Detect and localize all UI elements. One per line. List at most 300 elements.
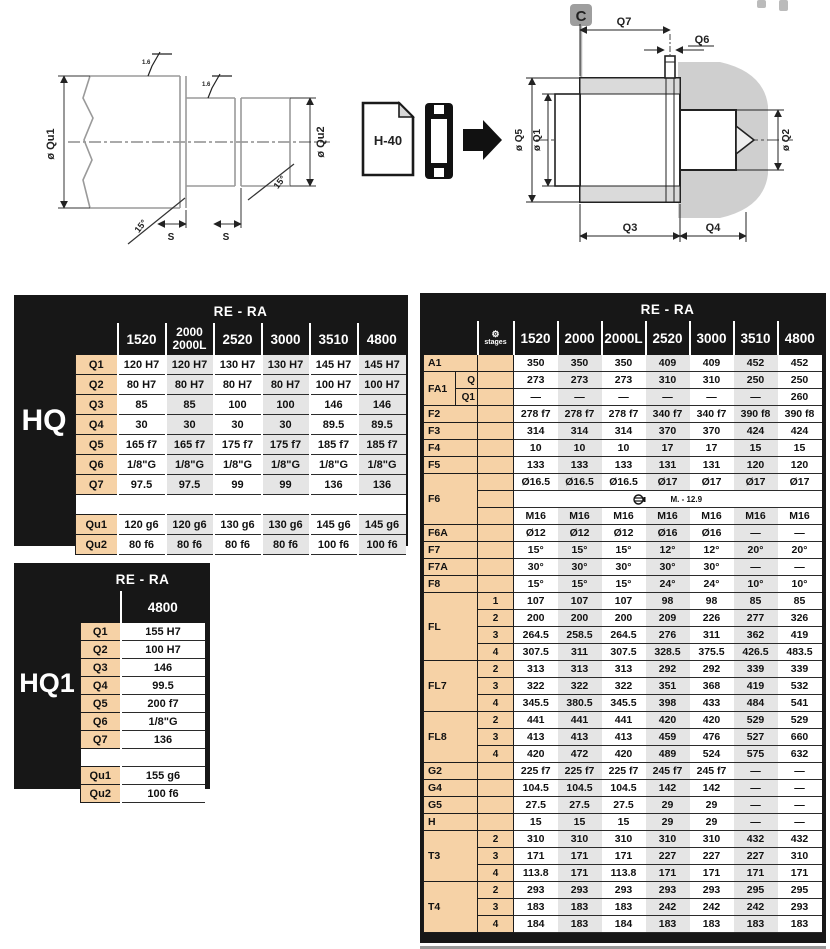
value-cell: Ø12 bbox=[558, 525, 602, 542]
value-cell: 340 f7 bbox=[646, 406, 690, 423]
value-cell: 145 H7 bbox=[358, 355, 406, 375]
value-cell: 80 f6 bbox=[214, 535, 262, 555]
value-cell: — bbox=[690, 389, 734, 406]
stage-cell bbox=[478, 406, 514, 423]
value-cell: 293 bbox=[558, 882, 602, 899]
value-cell: 80 f6 bbox=[262, 535, 310, 555]
value-cell: 20° bbox=[778, 542, 822, 559]
value-cell: 313 bbox=[602, 661, 646, 678]
row-label: Qu1 bbox=[76, 515, 118, 535]
value-cell: — bbox=[734, 389, 778, 406]
value-cell: 350 bbox=[514, 355, 558, 372]
value-cell: 278 f7 bbox=[558, 406, 602, 423]
table-row bbox=[424, 508, 822, 525]
row-label: Q4 bbox=[81, 677, 121, 695]
value-cell: 133 bbox=[602, 457, 646, 474]
value-cell: 131 bbox=[690, 457, 734, 474]
value-cell: 183 bbox=[734, 916, 778, 933]
table-row bbox=[424, 457, 822, 474]
clamp-screw bbox=[665, 34, 675, 78]
row-group-label: G4 bbox=[424, 780, 478, 797]
value-cell: M16 bbox=[690, 508, 734, 525]
table-row bbox=[81, 695, 205, 713]
value-cell: 97.5 bbox=[166, 475, 214, 495]
stages-column-header bbox=[478, 322, 514, 355]
label-dia-qu1: ø Qu1 bbox=[45, 128, 57, 160]
value-cell: 100 H7 bbox=[121, 641, 205, 659]
value-cell: 80 f6 bbox=[166, 535, 214, 555]
value-cell: 441 bbox=[558, 712, 602, 729]
value-cell: 575 bbox=[734, 746, 778, 763]
row-group-label: F3 bbox=[424, 423, 478, 440]
row-sub-label: Q1 bbox=[456, 389, 478, 406]
value-cell: 370 bbox=[690, 423, 734, 440]
value-cell: 136 bbox=[358, 475, 406, 495]
table-row bbox=[76, 355, 406, 375]
value-cell: 310 bbox=[602, 831, 646, 848]
value-cell: 145 g6 bbox=[310, 515, 358, 535]
value-cell: 30° bbox=[558, 559, 602, 576]
value-cell: 183 bbox=[690, 916, 734, 933]
value-cell: 200 bbox=[558, 610, 602, 627]
value-cell: 310 bbox=[646, 831, 690, 848]
stage-cell bbox=[478, 389, 514, 406]
value-cell: 483.5 bbox=[778, 644, 822, 661]
label-dia-q2: ø Q2 bbox=[781, 128, 792, 152]
value-cell: 27.5 bbox=[558, 797, 602, 814]
column-header: 2520 bbox=[214, 324, 262, 355]
screw-class-cell bbox=[514, 491, 822, 508]
row-group-label: FA1 bbox=[424, 372, 456, 406]
value-cell: M16 bbox=[646, 508, 690, 525]
value-cell: 10 bbox=[602, 440, 646, 457]
document-label: H-40 bbox=[373, 133, 403, 148]
header-spacer bbox=[76, 324, 118, 355]
dimension-q6 bbox=[644, 46, 714, 50]
stage-cell bbox=[478, 525, 514, 542]
row-group-label: F7A bbox=[424, 559, 478, 576]
value-cell: 15 bbox=[734, 440, 778, 457]
value-cell: 1/8"G bbox=[262, 455, 310, 475]
value-cell: Ø16.5 bbox=[558, 474, 602, 491]
value-cell: 1/8"G bbox=[214, 455, 262, 475]
header-spacer bbox=[424, 322, 478, 355]
screw-class-note: M. - 12.9 bbox=[670, 494, 703, 504]
value-cell: — bbox=[734, 780, 778, 797]
value-cell: 293 bbox=[514, 882, 558, 899]
table-header-title: RE - RA bbox=[81, 567, 205, 592]
table-row bbox=[424, 780, 822, 797]
dimension-s2 bbox=[214, 188, 241, 228]
value-cell: 113.8 bbox=[602, 865, 646, 882]
hq1-table-box bbox=[14, 563, 210, 800]
value-cell: 413 bbox=[514, 729, 558, 746]
value-cell: 183 bbox=[558, 916, 602, 933]
value-cell: 100 f6 bbox=[310, 535, 358, 555]
value-cell: 12° bbox=[690, 542, 734, 559]
table-row bbox=[81, 713, 205, 731]
value-cell: 432 bbox=[778, 831, 822, 848]
value-cell: 15 bbox=[778, 440, 822, 457]
value-cell: 12° bbox=[646, 542, 690, 559]
value-cell: M16 bbox=[734, 508, 778, 525]
row-label: Q1 bbox=[81, 623, 121, 641]
value-cell: 10° bbox=[778, 576, 822, 593]
value-cell: Ø16 bbox=[690, 525, 734, 542]
stage-cell bbox=[478, 814, 514, 831]
value-cell: 322 bbox=[602, 678, 646, 695]
row-group-label: G5 bbox=[424, 797, 478, 814]
value-cell: 273 bbox=[514, 372, 558, 389]
value-cell: 459 bbox=[646, 729, 690, 746]
row-label: Q7 bbox=[76, 475, 118, 495]
value-cell: 258.5 bbox=[558, 627, 602, 644]
stage-cell: 3 bbox=[478, 729, 514, 746]
value-cell: 420 bbox=[690, 712, 734, 729]
value-cell: 133 bbox=[558, 457, 602, 474]
value-cell: 529 bbox=[778, 712, 822, 729]
value-cell: 183 bbox=[602, 899, 646, 916]
value-cell: Ø16 bbox=[646, 525, 690, 542]
value-cell: 104.5 bbox=[602, 780, 646, 797]
table-row bbox=[81, 659, 205, 677]
value-cell: — bbox=[514, 389, 558, 406]
table-row bbox=[424, 848, 822, 865]
re-ra-table bbox=[423, 296, 822, 933]
value-cell: 24° bbox=[690, 576, 734, 593]
output-shaft-drawing bbox=[30, 48, 350, 250]
value-cell: 107 bbox=[602, 593, 646, 610]
column-header: 2000 2000L bbox=[166, 324, 214, 355]
row-group-label: F2 bbox=[424, 406, 478, 423]
value-cell: 524 bbox=[690, 746, 734, 763]
value-cell: 345.5 bbox=[602, 695, 646, 712]
value-cell: 200 bbox=[514, 610, 558, 627]
value-cell: 345.5 bbox=[514, 695, 558, 712]
value-cell: 30° bbox=[514, 559, 558, 576]
value-cell: 227 bbox=[690, 848, 734, 865]
value-cell: 155 H7 bbox=[121, 623, 205, 641]
value-cell: 80 H7 bbox=[166, 375, 214, 395]
value-cell: 1/8"G bbox=[166, 455, 214, 475]
table-row bbox=[424, 440, 822, 457]
hq1-table bbox=[80, 566, 205, 803]
value-cell: 227 bbox=[734, 848, 778, 865]
value-cell: 313 bbox=[558, 661, 602, 678]
value-cell: 29 bbox=[690, 814, 734, 831]
table-row bbox=[81, 623, 205, 641]
value-cell: 183 bbox=[558, 899, 602, 916]
value-cell: — bbox=[734, 814, 778, 831]
table-row bbox=[424, 355, 822, 372]
table-row bbox=[424, 406, 822, 423]
separator-row bbox=[76, 495, 406, 515]
value-cell: 293 bbox=[602, 882, 646, 899]
value-cell: 529 bbox=[734, 712, 778, 729]
value-cell: 245 f7 bbox=[646, 763, 690, 780]
row-group-label: FL bbox=[424, 593, 478, 661]
table-row bbox=[424, 916, 822, 933]
value-cell: 100 f6 bbox=[121, 785, 205, 803]
value-cell: 100 bbox=[262, 395, 310, 415]
value-cell: 441 bbox=[514, 712, 558, 729]
value-cell: 80 H7 bbox=[118, 375, 166, 395]
label-q3: Q3 bbox=[622, 222, 638, 234]
label-q4: Q4 bbox=[705, 222, 721, 234]
value-cell: 419 bbox=[734, 678, 778, 695]
table-row bbox=[76, 495, 406, 515]
value-cell: 185 f7 bbox=[310, 435, 358, 455]
re-ra-table-box bbox=[420, 293, 826, 943]
value-cell: 184 bbox=[602, 916, 646, 933]
row-group-label: F7 bbox=[424, 542, 478, 559]
value-cell: 155 g6 bbox=[121, 767, 205, 785]
row-group-label: F8 bbox=[424, 576, 478, 593]
value-cell: 413 bbox=[602, 729, 646, 746]
value-cell: 130 H7 bbox=[262, 355, 310, 375]
value-cell: 98 bbox=[646, 593, 690, 610]
value-cell: 273 bbox=[558, 372, 602, 389]
value-cell: 1/8"G bbox=[118, 455, 166, 475]
row-label: Qu2 bbox=[81, 785, 121, 803]
value-cell: 293 bbox=[646, 882, 690, 899]
value-cell: 171 bbox=[602, 848, 646, 865]
value-cell: 175 f7 bbox=[214, 435, 262, 455]
value-cell: 310 bbox=[690, 831, 734, 848]
stages-gear-icon: ⚙ bbox=[491, 328, 500, 339]
value-cell: 29 bbox=[646, 797, 690, 814]
stage-cell bbox=[478, 508, 514, 525]
column-header: 3000 bbox=[262, 324, 310, 355]
value-cell: 27.5 bbox=[602, 797, 646, 814]
stage-cell bbox=[478, 372, 514, 389]
label-q7: Q7 bbox=[616, 16, 632, 28]
value-cell: 27.5 bbox=[514, 797, 558, 814]
hq-table-box bbox=[14, 295, 408, 551]
value-cell: 30° bbox=[646, 559, 690, 576]
value-cell: 260 bbox=[778, 389, 822, 406]
value-cell: 142 bbox=[690, 780, 734, 797]
value-cell: 322 bbox=[514, 678, 558, 695]
table-row bbox=[424, 712, 822, 729]
value-cell: 532 bbox=[778, 678, 822, 695]
value-cell: 368 bbox=[690, 678, 734, 695]
value-cell: — bbox=[778, 525, 822, 542]
value-cell: 104.5 bbox=[514, 780, 558, 797]
row-group-label: F5 bbox=[424, 457, 478, 474]
column-header: 3000 bbox=[690, 322, 734, 355]
table-row bbox=[424, 814, 822, 831]
row-group-label: T4 bbox=[424, 882, 478, 933]
hub-drawing bbox=[478, 0, 828, 258]
value-cell: 136 bbox=[121, 731, 205, 749]
value-cell: 326 bbox=[778, 610, 822, 627]
label-q6: Q6 bbox=[694, 34, 710, 46]
value-cell: 24° bbox=[646, 576, 690, 593]
column-header: 4800 bbox=[121, 592, 205, 623]
table-row bbox=[424, 610, 822, 627]
value-cell: 29 bbox=[690, 797, 734, 814]
row-label: Q5 bbox=[76, 435, 118, 455]
table-header-title: RE - RA bbox=[514, 297, 822, 322]
stage-cell bbox=[478, 474, 514, 491]
column-header: 3510 bbox=[734, 322, 778, 355]
value-cell: 145 H7 bbox=[310, 355, 358, 375]
value-cell: 225 f7 bbox=[602, 763, 646, 780]
table-row bbox=[76, 435, 406, 455]
value-cell: 145 g6 bbox=[358, 515, 406, 535]
value-cell: 293 bbox=[690, 882, 734, 899]
value-cell: 184 bbox=[514, 916, 558, 933]
chamfer-leader-1 bbox=[128, 198, 185, 244]
value-cell: 375.5 bbox=[690, 644, 734, 661]
row-label: Q6 bbox=[76, 455, 118, 475]
value-cell: 183 bbox=[646, 916, 690, 933]
value-cell: — bbox=[734, 763, 778, 780]
label-dia-q5: ø Q5 bbox=[514, 128, 525, 152]
stage-cell: 3 bbox=[478, 848, 514, 865]
value-cell: 200 bbox=[602, 610, 646, 627]
value-cell: 30 bbox=[118, 415, 166, 435]
table-row bbox=[424, 899, 822, 916]
value-cell: 409 bbox=[646, 355, 690, 372]
value-cell: 311 bbox=[690, 627, 734, 644]
value-cell: 278 f7 bbox=[602, 406, 646, 423]
value-cell: 350 bbox=[602, 355, 646, 372]
value-cell: — bbox=[778, 559, 822, 576]
value-cell: 310 bbox=[558, 831, 602, 848]
value-cell: 350 bbox=[558, 355, 602, 372]
value-cell: 295 bbox=[734, 882, 778, 899]
value-cell: 85 bbox=[166, 395, 214, 415]
value-cell: 200 f7 bbox=[121, 695, 205, 713]
value-cell: 171 bbox=[558, 848, 602, 865]
value-cell: 165 f7 bbox=[118, 435, 166, 455]
surface-finish-icon bbox=[148, 52, 172, 76]
screw-icon bbox=[633, 494, 646, 505]
row-label: Q4 bbox=[76, 415, 118, 435]
row-label: Q5 bbox=[81, 695, 121, 713]
row-label: Q2 bbox=[81, 641, 121, 659]
table-row bbox=[424, 831, 822, 848]
stage-cell: 4 bbox=[478, 695, 514, 712]
table-row bbox=[81, 677, 205, 695]
stage-cell: 4 bbox=[478, 746, 514, 763]
value-cell: 146 bbox=[121, 659, 205, 677]
value-cell: 171 bbox=[558, 865, 602, 882]
value-cell: — bbox=[734, 797, 778, 814]
value-cell: M16 bbox=[778, 508, 822, 525]
value-cell: 100 f6 bbox=[358, 535, 406, 555]
value-cell: 1/8"G bbox=[121, 713, 205, 731]
value-cell: 273 bbox=[602, 372, 646, 389]
value-cell: 420 bbox=[646, 712, 690, 729]
value-cell: 314 bbox=[602, 423, 646, 440]
row-label: Qu1 bbox=[81, 767, 121, 785]
value-cell: 419 bbox=[778, 627, 822, 644]
value-cell: 311 bbox=[558, 644, 602, 661]
stage-cell: 2 bbox=[478, 882, 514, 899]
coupling-icon bbox=[425, 103, 453, 179]
value-cell: 351 bbox=[646, 678, 690, 695]
value-cell: 292 bbox=[646, 661, 690, 678]
row-label: Q3 bbox=[76, 395, 118, 415]
value-cell: 527 bbox=[734, 729, 778, 746]
value-cell: 120 H7 bbox=[118, 355, 166, 375]
table-row bbox=[424, 576, 822, 593]
table-row bbox=[424, 882, 822, 899]
value-cell: 185 f7 bbox=[358, 435, 406, 455]
table-row bbox=[81, 731, 205, 749]
stage-cell bbox=[478, 780, 514, 797]
value-cell: 409 bbox=[690, 355, 734, 372]
value-cell: — bbox=[602, 389, 646, 406]
stage-cell bbox=[478, 797, 514, 814]
value-cell: 120 bbox=[778, 457, 822, 474]
row-group-label: A1 bbox=[424, 355, 478, 372]
column-header: 2000 bbox=[558, 322, 602, 355]
value-cell: 242 bbox=[734, 899, 778, 916]
row-label: Q6 bbox=[81, 713, 121, 731]
value-cell: 15 bbox=[558, 814, 602, 831]
value-cell: 390 f8 bbox=[778, 406, 822, 423]
table-row bbox=[424, 746, 822, 763]
column-header: 2000L bbox=[602, 322, 646, 355]
value-cell: 171 bbox=[734, 865, 778, 882]
value-cell: 242 bbox=[646, 899, 690, 916]
value-cell: 227 bbox=[646, 848, 690, 865]
value-cell: 225 f7 bbox=[514, 763, 558, 780]
value-cell: 29 bbox=[646, 814, 690, 831]
column-header: 1520 bbox=[514, 322, 558, 355]
value-cell: 313 bbox=[514, 661, 558, 678]
value-cell: 424 bbox=[734, 423, 778, 440]
value-cell: 1/8"G bbox=[310, 455, 358, 475]
section-tag-label: C bbox=[575, 8, 587, 25]
stage-cell: 3 bbox=[478, 627, 514, 644]
value-cell: 441 bbox=[602, 712, 646, 729]
row-group-label: FL8 bbox=[424, 712, 478, 763]
stage-cell bbox=[478, 763, 514, 780]
value-cell: 307.5 bbox=[602, 644, 646, 661]
value-cell: 264.5 bbox=[602, 627, 646, 644]
value-cell: M16 bbox=[558, 508, 602, 525]
value-cell: 85 bbox=[118, 395, 166, 415]
value-cell: 97.5 bbox=[118, 475, 166, 495]
value-cell: 10 bbox=[514, 440, 558, 457]
table-row bbox=[424, 491, 822, 508]
stage-cell bbox=[478, 576, 514, 593]
column-header: 3510 bbox=[310, 324, 358, 355]
column-header: 1520 bbox=[118, 324, 166, 355]
label-dia-q1: ø Q1 bbox=[532, 128, 543, 152]
value-cell: 146 bbox=[310, 395, 358, 415]
table-row bbox=[424, 644, 822, 661]
table-row bbox=[424, 627, 822, 644]
value-cell: 15 bbox=[602, 814, 646, 831]
table-row bbox=[76, 415, 406, 435]
value-cell: 250 bbox=[734, 372, 778, 389]
value-cell: 476 bbox=[690, 729, 734, 746]
value-cell: 277 bbox=[734, 610, 778, 627]
table-row bbox=[424, 423, 822, 440]
stage-cell bbox=[478, 440, 514, 457]
stage-cell bbox=[478, 542, 514, 559]
label-s1: S bbox=[167, 232, 175, 243]
table-row bbox=[76, 515, 406, 535]
table-row bbox=[424, 593, 822, 610]
table-row bbox=[424, 695, 822, 712]
